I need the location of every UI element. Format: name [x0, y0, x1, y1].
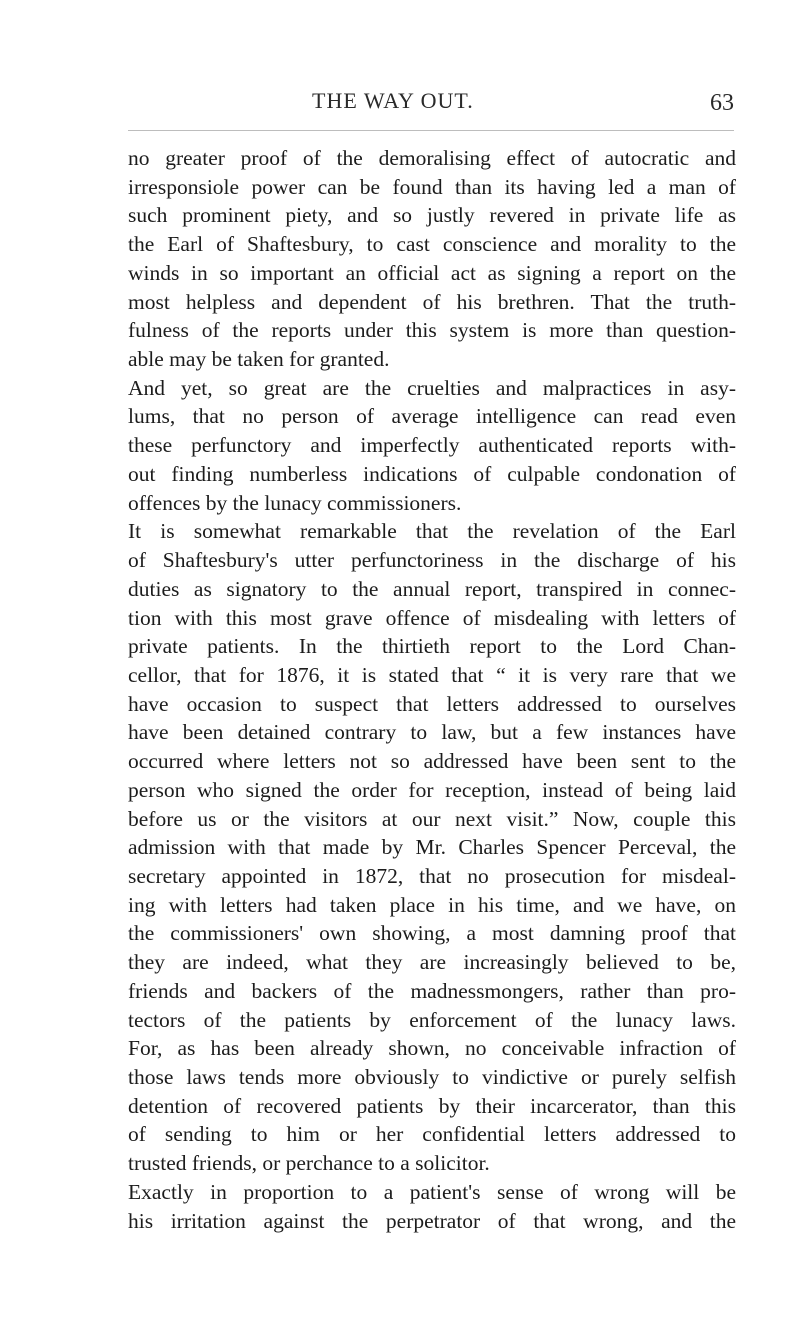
text-line: For, as has been already shown, no conceivable infraction of	[128, 1036, 736, 1061]
running-head	[0, 88, 800, 124]
text-line: private patients. In the thirtieth report to the Lord Chan-	[128, 634, 736, 659]
body-text	[128, 144, 736, 1235]
text-line: occurred where letters not so addressed have been sent to the	[128, 749, 736, 774]
text-line: fulness of the reports under this system is more than question-	[128, 318, 736, 343]
text-line: It is somewhat remarkable that the revelation of the Earl	[128, 519, 736, 544]
text-line: such prominent piety, and so justly revered in private life as	[128, 203, 736, 228]
text-line: detention of recovered patients by their incarcerator, than this	[128, 1093, 736, 1118]
text-line: the Earl of Shaftesbury, to cast conscience and morality to the	[128, 232, 736, 257]
text-line: admission with that made by Mr. Charles Spencer Perceval, the	[128, 835, 736, 860]
page-number: 63	[710, 90, 734, 116]
text-line: Exactly in proportion to a patient's sense of wrong will be	[128, 1179, 736, 1204]
text-line: those laws tends more obviously to vindictive or purely selfish	[128, 1065, 736, 1089]
text-line: person who signed the order for reception, instead of being laid	[128, 777, 736, 802]
text-line: cellor, that for 1876, it is stated that “ it is very rare that we	[128, 662, 736, 687]
text-line: lums, that no person of average intelligence can read even	[128, 404, 736, 429]
text-line: most helpless and dependent of his brethren. That the truth-	[128, 289, 736, 314]
text-line: winds in so important an official act as signing a report on the	[128, 260, 736, 285]
text-line: have occasion to suspect that letters addressed to ourselves	[128, 691, 736, 716]
text-line: tion with this most grave offence of misdealing with letters of	[128, 605, 736, 630]
text-line: trusted friends, or perchance to a solicitor.	[128, 1151, 490, 1176]
text-line: these perfunctory and imperfectly authenticated reports with-	[128, 433, 736, 458]
text-line: offences by the lunacy commissioners.	[128, 490, 462, 515]
text-line: tectors of the patients by enforcement of the lunacy laws.	[128, 1007, 736, 1032]
text-line: before us or the visitors at our next visit.” Now, couple this	[128, 806, 736, 831]
header-rule	[128, 130, 734, 131]
text-line: friends and backers of the madnessmongers, rather than pro-	[128, 978, 736, 1003]
text-line: And yet, so great are the cruelties and malpractices in asy-	[128, 375, 736, 400]
text-line: secretary appointed in 1872, that no prosecution for misdeal-	[128, 863, 736, 888]
text-line: no greater proof of the demoralising effect of autocratic and	[128, 146, 736, 170]
text-line: his irritation against the perpetrator of that wrong, and the	[128, 1208, 736, 1233]
text-line: irresponsiole power can be found than its having led a man of	[128, 174, 736, 199]
text-line: duties as signatory to the annual report, transpired in connec-	[128, 576, 736, 601]
text-line: the commissioners' own showing, a most damning proof that	[128, 921, 736, 946]
text-line: they are indeed, what they are increasingly believed to be,	[128, 950, 736, 975]
text-line: ing with letters had taken place in his time, and we have, on	[128, 892, 736, 917]
running-title: THE WAY OUT.	[312, 88, 474, 113]
text-line: of Shaftesbury's utter perfunctoriness in the discharge of his	[128, 548, 736, 573]
text-line: have been detained contrary to law, but a few instances have	[128, 720, 736, 745]
text-line: out finding numberless indications of culpable condonation of	[128, 461, 736, 486]
text-line: able may be taken for granted.	[128, 347, 390, 372]
text-line: of sending to him or her confidential letters addressed to	[128, 1122, 736, 1147]
